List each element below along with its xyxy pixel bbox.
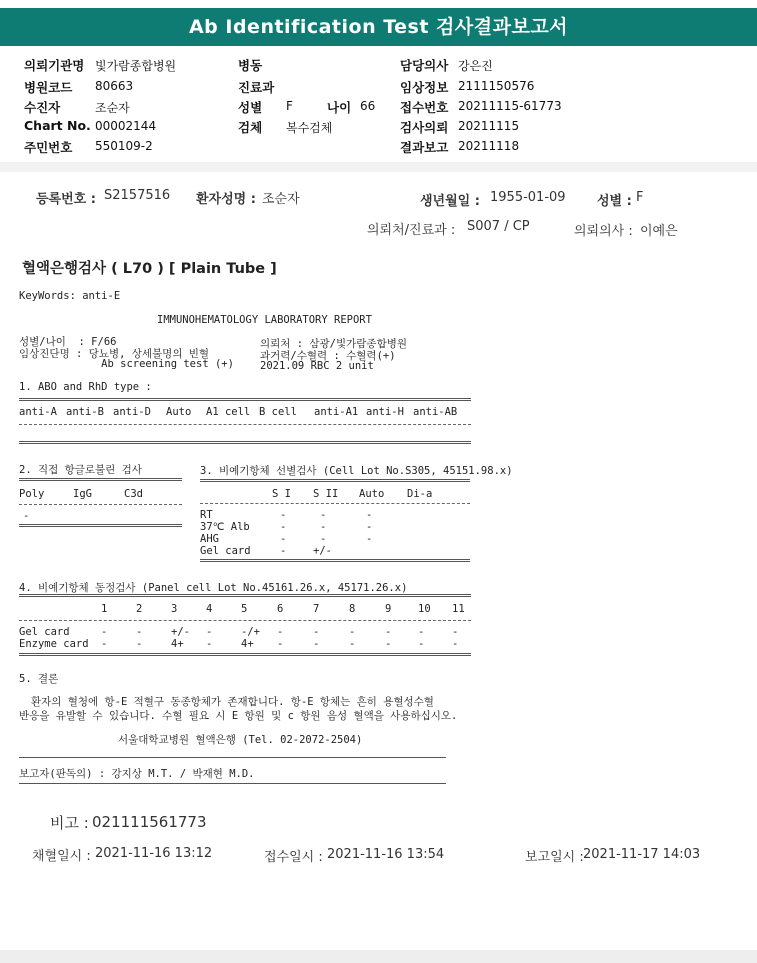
age-value: 66 [360, 99, 376, 113]
abo-col-auto: Auto [166, 406, 192, 418]
dept-label: 진료과 [238, 80, 275, 95]
patient-sex-value: F [636, 190, 644, 205]
rrn-label: 주민번호 [24, 140, 73, 155]
screen-cell: - [366, 509, 373, 521]
doctor-label: 담당의사 [400, 58, 449, 73]
report-title-banner: Ab Identification Test 검사결과보고서 [0, 8, 757, 46]
remark-label: 비고 : [50, 814, 89, 832]
doctor-value: 강은진 [458, 59, 493, 73]
chart-no-label: Chart No. [24, 118, 91, 133]
divider [19, 783, 446, 784]
divider [200, 559, 470, 562]
keywords: KeyWords: anti-E [19, 290, 121, 302]
section-4-title: 4. 비예기항체 동정검사 (Panel cell Lot No.45161.26.x, 45171.26.x) [19, 582, 408, 594]
screen-cell: - [320, 533, 327, 545]
clinical-label: 임상정보 [400, 80, 449, 95]
panel-col-header: 3 [171, 603, 178, 615]
receipt-label: 접수번호 [400, 100, 449, 115]
panel-cell: - [313, 638, 320, 650]
screen-row-name: Gel card [200, 545, 251, 557]
screen-cell: - [280, 545, 287, 557]
panel-col-header: 10 [418, 603, 431, 615]
screen-col-s2: S II [313, 488, 339, 500]
screen-cell: - [280, 509, 287, 521]
receipt-value: 20211115-61773 [458, 99, 562, 113]
abo-col-anti-h: anti-H [366, 406, 404, 418]
panel-col-header: 6 [277, 603, 284, 615]
receive-label: 접수일시 : [264, 850, 323, 865]
remark-value: 021111561773 [92, 813, 207, 831]
abo-col-anti-ab: anti-AB [413, 406, 458, 418]
divider [19, 594, 471, 597]
institution-value: 빛가람종합병원 [95, 59, 177, 73]
panel-cell: - [206, 626, 213, 638]
panel-cell: - [136, 626, 143, 638]
dat-result: - [23, 510, 30, 522]
panel-cell: - [101, 638, 108, 650]
referring-doctor-value: 이예은 [640, 224, 678, 239]
panel-cell: - [313, 626, 320, 638]
conclusion-line-2: 반응을 유발할 수 있습니다. 수혈 필요 시 E 항원 및 c 항원 음성 혈액을 사용하십시오. [19, 710, 458, 722]
screen-col-dia: Di-a [407, 488, 433, 500]
panel-cell: -/+ [241, 626, 260, 638]
screen-cell: - [320, 521, 327, 533]
reporter: 보고자(판독의) : 강지상 M.T. / 박재현 M.D. [19, 768, 255, 780]
panel-cell: - [349, 626, 356, 638]
section-separator [0, 162, 757, 172]
panel-cell: - [452, 638, 459, 650]
panel-col-header: 7 [313, 603, 320, 615]
panel-cell: - [452, 626, 459, 638]
abo-col-anti-b: anti-B [66, 406, 104, 418]
hospital-code-label: 병원코드 [24, 80, 73, 95]
clinical-value: 2111150576 [458, 79, 535, 93]
info-left-2: 임상진단명 : 당뇨병, 상세불명의 빈혈 [19, 348, 210, 360]
divider [19, 478, 182, 481]
divider [19, 757, 446, 758]
panel-cell: - [349, 638, 356, 650]
panel-cell: 4+ [171, 638, 184, 650]
panel-cell: - [277, 638, 284, 650]
panel-col-header: 4 [206, 603, 213, 615]
reg-label: 등록번호 : [36, 192, 96, 207]
section-5-title: 5. 결론 [19, 673, 59, 685]
panel-cell: - [385, 626, 392, 638]
divider [19, 524, 182, 527]
patient-name-label: 환자성명 : [196, 192, 256, 207]
dat-col-igg: IgG [73, 488, 92, 500]
panel-cell: - [277, 626, 284, 638]
info-right-2: 과거력/수혈력 : 수혈력(+) [260, 350, 396, 362]
abo-col-anti-a: anti-A [19, 406, 57, 418]
abo-col-anti-a1: anti-A1 [314, 406, 359, 418]
abo-col-b-cell: B cell [259, 406, 297, 418]
panel-cell: - [418, 638, 425, 650]
panel-col-header: 8 [349, 603, 356, 615]
test-title: 혈액은행검사 ( L70 ) [ Plain Tube ] [22, 261, 277, 277]
section-3-title: 3. 비예기항체 선별검사 (Cell Lot No.S305, 45151.98.x) [200, 465, 513, 477]
screen-cell: - [320, 509, 327, 521]
lab-contact: 서울대학교병원 혈액은행 (Tel. 02-2072-2504) [118, 734, 363, 746]
patient-name-value: 조순자 [262, 192, 300, 207]
screen-row-name: AHG [200, 533, 219, 545]
screen-col-auto: Auto [359, 488, 385, 500]
referring-doctor-label: 의뢰의사 : [574, 224, 633, 239]
divider [19, 424, 471, 425]
divider [19, 504, 182, 505]
section-2-title: 2. 직접 항글로불린 검사 [19, 464, 142, 476]
specimen-value: 복수검체 [286, 121, 333, 135]
panel-cell: - [418, 626, 425, 638]
reg-value: S2157516 [104, 188, 171, 203]
panel-cell: - [206, 638, 213, 650]
panel-cell: - [101, 626, 108, 638]
bottom-strip [0, 950, 757, 963]
dob-value: 1955-01-09 [490, 190, 566, 205]
divider [19, 398, 471, 401]
rrn-value: 550109-2 [95, 139, 153, 153]
panel-cell: - [385, 638, 392, 650]
screen-row-name: 37℃ Alb [200, 521, 250, 533]
panel-col-header: 5 [241, 603, 248, 615]
institution-label: 의뢰기관명 [24, 58, 85, 73]
panel-row-name: Gel card [19, 626, 70, 638]
screen-cell: - [366, 521, 373, 533]
chart-no-value: 00002144 [95, 119, 157, 133]
header-info [0, 54, 757, 154]
ward-label: 병동 [238, 58, 263, 73]
request-label: 검사의뢰 [400, 120, 449, 135]
patient-sex-label: 성별 : [597, 194, 632, 209]
panel-cell: - [136, 638, 143, 650]
screen-cell: - [280, 533, 287, 545]
info-left-1: 성별/나이 : F/66 [19, 336, 117, 348]
abo-col-a1-cell: A1 cell [206, 406, 251, 418]
report-time-value: 2021-11-17 14:03 [583, 847, 701, 862]
panel-cell: +/- [171, 626, 190, 638]
report-date-label: 결과보고 [400, 140, 449, 155]
divider [19, 441, 471, 444]
screen-row-name: RT [200, 509, 213, 521]
collect-value: 2021-11-16 13:12 [95, 846, 213, 861]
info-left-3: Ab screening test (+) [19, 358, 234, 370]
screen-cell: - [280, 521, 287, 533]
panel-row-name: Enzyme card [19, 638, 89, 650]
sex-value: F [286, 99, 293, 113]
screen-cell: - [366, 533, 373, 545]
panel-col-header: 9 [385, 603, 392, 615]
abo-col-anti-d: anti-D [113, 406, 151, 418]
receive-value: 2021-11-16 13:54 [327, 847, 445, 862]
info-right-1: 의뢰처 : 삼광/빛가람종합병원 [260, 338, 408, 350]
screen-cell: +/- [313, 545, 332, 557]
screen-col-s1: S I [272, 488, 291, 500]
hospital-code-value: 80663 [95, 79, 134, 93]
recipient-label: 수진자 [24, 100, 61, 115]
divider [19, 620, 471, 621]
divider [19, 653, 471, 656]
dept-label-2: 의뢰처/진료과 : [367, 223, 456, 238]
lab-title: IMMUNOHEMATOLOGY LABORATORY REPORT [157, 314, 372, 326]
report-date-value: 20211118 [458, 139, 520, 153]
specimen-label: 검체 [238, 120, 263, 135]
dob-label: 생년월일 : [420, 194, 480, 209]
dept-value-2: S007 / CP [467, 219, 530, 234]
panel-col-header: 2 [136, 603, 143, 615]
report-time-label: 보고일시 : [525, 850, 584, 865]
request-value: 20211115 [458, 119, 520, 133]
recipient-value: 조순자 [95, 101, 130, 115]
panel-col-header: 11 [452, 603, 465, 615]
divider [200, 479, 470, 482]
collect-label: 채혈일시 : [32, 849, 91, 864]
section-1-title: 1. ABO and RhD type : [19, 381, 152, 393]
dat-col-c3d: C3d [124, 488, 143, 500]
sex-label: 성별 [238, 100, 263, 115]
conclusion-line-1: 환자의 혈청에 항-E 적혈구 동종항체가 존재합니다. 항-E 항체는 흔히 용혈성수혈 [31, 696, 434, 708]
divider [200, 503, 470, 504]
panel-col-header: 1 [101, 603, 108, 615]
info-right-3: 2021.09 RBC 2 unit [260, 360, 374, 372]
dat-col-poly: Poly [19, 488, 45, 500]
age-label: 나이 [327, 100, 352, 115]
panel-cell: 4+ [241, 638, 254, 650]
